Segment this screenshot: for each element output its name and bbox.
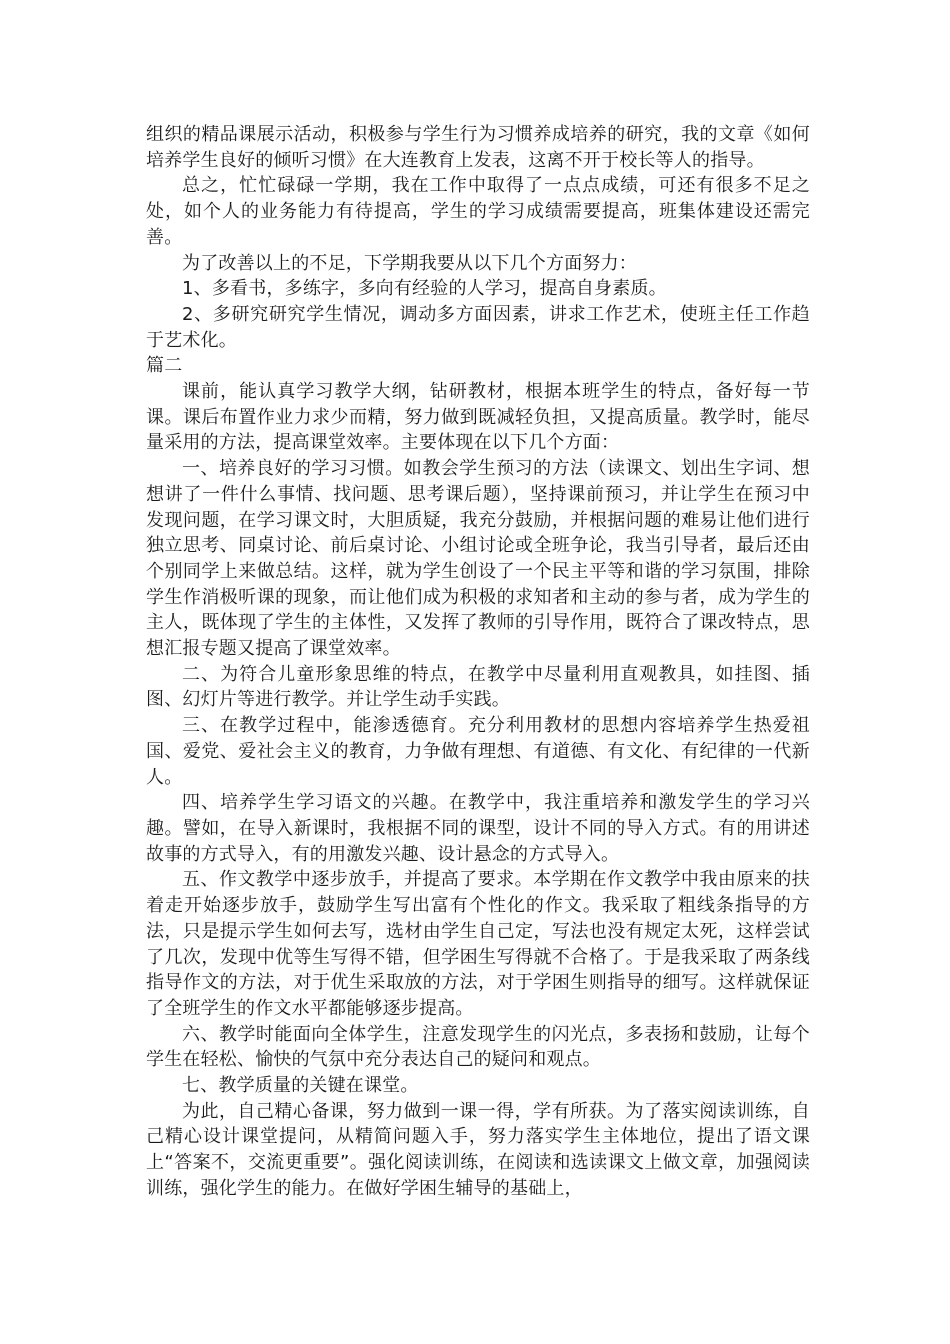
paragraph: 总之，忙忙碌碌一学期，我在工作中取得了一点点成绩，可还有很多不足之处，如个人的业务能力有待提高，学生的学习成绩需要提高，班集体建设还需完善。 <box>146 175 810 248</box>
paragraph: 六、教学时能面向全体学生，注意发现学生的闪光点，多表扬和鼓励，让每个学生在轻松、愉快的气氛中充分表达自己的疑问和观点。 <box>146 1023 810 1071</box>
paragraph: 三、在教学过程中，能渗透德育。充分利用教材的思想内容培养学生热爱祖国、爱党、爱社会主义的教育，力争做有理想、有道德、有文化、有纪律的一代新人。 <box>146 715 810 788</box>
list-item: 2、多研究研究学生情况，调动多方面因素，讲求工作艺术，使班主任工作趋于艺术化。 <box>146 303 810 351</box>
paragraph: 为此，自己精心备课，努力做到一课一得，学有所获。为了落实阅读训练，自己精心设计课堂提问，从精简问题入手，努力落实学生主体地位，提出了语文课上“答案不，交流更重要”。强化阅读训练，在阅读和选读课文上做文章，加强阅读训练，强化学生的能力。在做好学困生辅导的基础上， <box>146 1100 810 1199</box>
paragraph: 二、为符合儿童形象思维的特点，在教学中尽量利用直观教具，如挂图、插图、幻灯片等进行教学。并让学生动手实践。 <box>146 663 810 711</box>
paragraph: 为了改善以上的不足，下学期我要从以下几个方面努力： <box>182 252 637 274</box>
paragraph: 课前，能认真学习教学大纲，钻研教材，根据本班学生的特点，备好每一节课。课后布置作业力求少而精，努力做到既减轻负担，又提高质量。教学时，能尽量采用的方法，提高课堂效率。主要体现在以下几个方面： <box>146 381 810 454</box>
paragraph: 七、教学质量的关键在课堂。 <box>182 1075 419 1097</box>
paragraph: 五、作文教学中逐步放手，并提高了要求。本学期在作文教学中我由原来的扶着走开始逐步放手，鼓励学生写出富有个性化的作文。我采取了粗线条指导的方法，只是提示学生如何去写，选材由学生自己定，写法也没有规定太死，这样尝试了几次，发现中优等生写得不错，但学困生写得就不合格了。于是我采取了两条线指导作文的方法，对于优生采取放的方法，对于学困生则指导的细写。这样就保证了全班学生的作文水平都能够逐步提高。 <box>146 869 810 1019</box>
paragraph: 四、培养学生学习语文的兴趣。在教学中，我注重培养和激发学生的学习兴趣。譬如，在导入新课时，我根据不同的课型，设计不同的导入方式。有的用讲述故事的方式导入，有的用激发兴趣、设计悬念的方式导入。 <box>146 792 810 865</box>
list-item: 1、多看书，多练字，多向有经验的人学习，提高自身素质。 <box>182 278 667 300</box>
document-body <box>146 122 810 1202</box>
paragraph: 组织的精品课展示活动，积极参与学生行为习惯养成培养的研究，我的文章《如何培养学生良好的倾听习惯》在大连教育上发表，这离不开于校长等人的指导。 <box>146 124 810 171</box>
paragraph: 一、培养良好的学习习惯。如教会学生预习的方法（读课文、划出生字词、想想讲了一件什么事情、找问题、思考课后题），坚持课前预习，并让学生在预习中发现问题，在学习课文时，大胆质疑，我充分鼓励，并根据问题的难易让他们进行独立思考、同桌讨论、前后桌讨论、小组讨论或全班争论，我当引导者，最后还由个别同学上来做总结。这样，就为学生创设了一个民主平等和谐的学习氛围，排除学生作消极听课的现象，而让他们成为积极的求知者和主动的参与者，成为学生的主人，既体现了学生的主体性，又发挥了教师的引导作用，既符合了课改特点，思想汇报专题又提高了课堂效率。 <box>146 458 810 660</box>
section-heading: 篇二 <box>146 355 183 377</box>
